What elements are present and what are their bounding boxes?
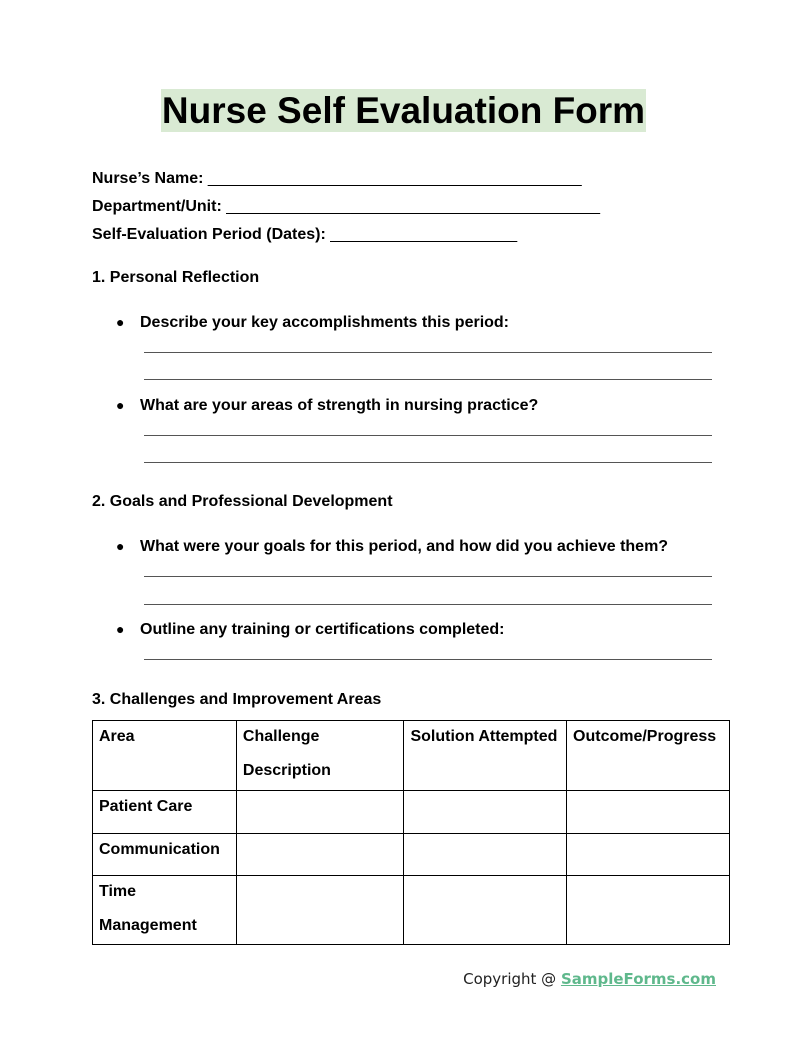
section-2-heading: 2. Goals and Professional Development <box>92 493 393 510</box>
period-label: Self-Evaluation Period (Dates): <box>92 226 326 243</box>
department-field <box>92 197 600 217</box>
answer-line[interactable] <box>144 352 712 353</box>
period-field <box>92 225 517 245</box>
row-area-cell: Time Management <box>93 876 237 945</box>
question-text: Outline any training or certifications completed: <box>140 621 505 638</box>
question-strengths <box>116 395 538 416</box>
title-wrapper <box>0 89 807 132</box>
table-header-cell: Challenge Description <box>236 721 404 791</box>
question-text: What were your goals for this period, and how did you achieve them? <box>140 538 669 555</box>
bullet-icon: ● <box>116 397 125 413</box>
question-accomplishments <box>116 312 509 333</box>
empty-cell[interactable] <box>236 876 404 945</box>
question-training <box>116 619 505 640</box>
answer-line[interactable] <box>144 379 712 380</box>
form-title: Nurse Self Evaluation Form <box>161 90 646 131</box>
answer-line[interactable] <box>144 462 712 463</box>
table-header-cell: Area <box>93 721 237 791</box>
period-input-line[interactable]: _____________________ <box>330 226 518 243</box>
section-1-heading: 1. Personal Reflection <box>92 269 260 286</box>
table-row <box>93 791 730 834</box>
answer-line[interactable] <box>144 435 712 436</box>
table-header-cell: Solution Attempted <box>404 721 567 791</box>
empty-cell[interactable] <box>404 791 567 834</box>
brand-link[interactable]: SampleForms.com <box>560 970 716 988</box>
answer-line[interactable] <box>144 659 712 660</box>
empty-cell[interactable] <box>404 876 567 945</box>
empty-cell[interactable] <box>567 876 730 945</box>
table-row <box>93 876 730 945</box>
table-header-row <box>93 721 730 791</box>
bullet-icon: ● <box>116 538 125 554</box>
nurse-name-label: Nurse’s Name: <box>92 170 204 187</box>
answer-line[interactable] <box>144 576 712 577</box>
section-3-heading: 3. Challenges and Improvement Areas <box>92 691 382 708</box>
table-header-cell: Outcome/Progress <box>567 721 730 791</box>
empty-cell[interactable] <box>567 791 730 834</box>
answer-line[interactable] <box>144 604 712 605</box>
copyright-prefix: Copyright @ <box>463 970 561 988</box>
nurse-name-field <box>92 169 582 189</box>
copyright-footer <box>463 970 716 988</box>
empty-cell[interactable] <box>236 791 404 834</box>
row-area-cell: Communication <box>93 834 237 876</box>
question-text: What are your areas of strength in nursing practice? <box>140 397 539 414</box>
question-text: Describe your key accomplishments this period: <box>140 314 510 331</box>
bullet-icon: ● <box>116 314 125 330</box>
challenges-table <box>92 720 730 945</box>
empty-cell[interactable] <box>567 834 730 876</box>
department-input-line[interactable]: __________________________________________ <box>226 198 600 215</box>
table-row <box>93 834 730 876</box>
department-label: Department/Unit: <box>92 198 222 215</box>
nurse-name-input-line[interactable]: __________________________________________ <box>207 170 582 187</box>
empty-cell[interactable] <box>236 834 404 876</box>
row-area-cell: Patient Care <box>93 791 237 834</box>
bullet-icon: ● <box>116 621 125 637</box>
empty-cell[interactable] <box>404 834 567 876</box>
question-goals <box>116 536 668 557</box>
